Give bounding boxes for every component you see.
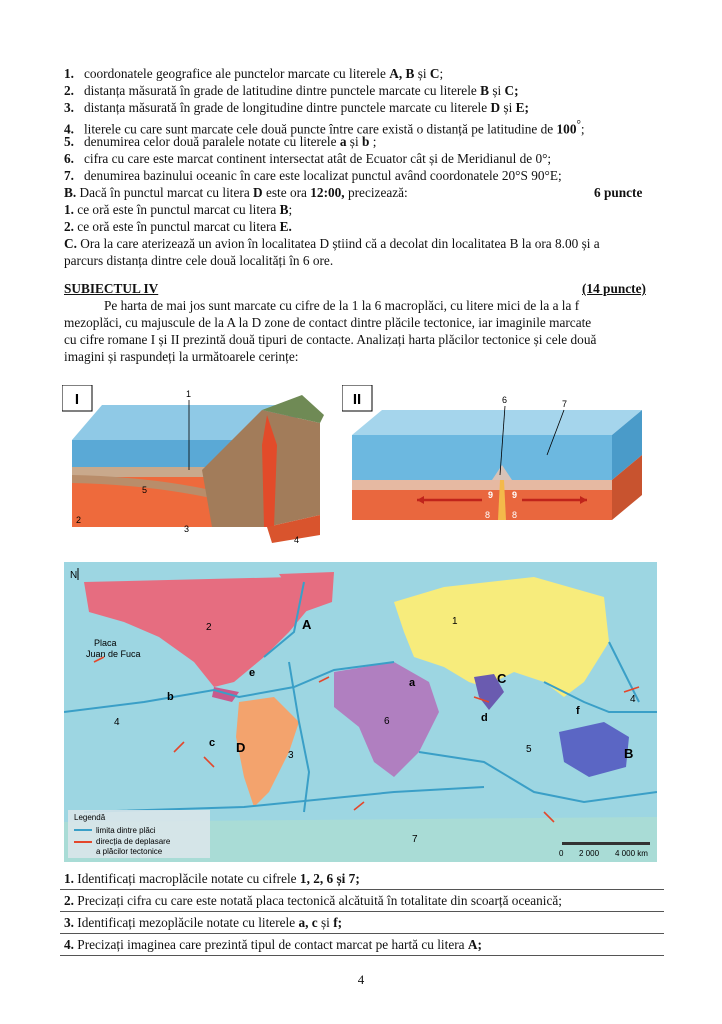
legend-direction-1: direcția de deplasare (96, 837, 171, 846)
part-b-points: 6 puncte (594, 185, 643, 200)
diagram-1-label-5: 5 (142, 485, 148, 495)
question-a6: 6. cifra cu care este marcat continent intersectat atât de Ecuator cât și de Meridianul de 0°; (64, 151, 552, 166)
plate-6: 6 (384, 716, 390, 727)
diagram-2-label-9a: 9 (488, 490, 494, 500)
part-b-intro: B. Dacă în punctul marcat cu litera D este ora 12:00, precizează: (64, 185, 408, 200)
diagram-2-label-8a: 8 (485, 510, 491, 520)
diagram-1-label-1: 1 (186, 389, 192, 399)
meso-f: f (576, 705, 580, 717)
page-number: 4 (357, 972, 365, 987)
diagram-1-label-3: 3 (184, 524, 190, 534)
legend-title: Legendă (74, 813, 106, 822)
plate-5: 5 (526, 744, 532, 755)
diagram-2-label-8b: 8 (512, 510, 518, 520)
part-c-line1: C. Ora la care aterizează un avion în localitatea D știind că a decolat din localitatea B la ora 8.00 și a (64, 236, 600, 251)
diagram-divergent-oceanic (342, 385, 662, 530)
plate-4-east: 4 (630, 694, 636, 705)
plate-7: 7 (412, 834, 418, 845)
question-a1: 1. coordonatele geografice ale punctelor marcate cu literele A, B și C; (64, 66, 444, 81)
plate-2: 2 (206, 622, 212, 633)
question-1: 1. Identificați macroplăcile notate cu cifrele 1, 2, 6 și 7; (64, 871, 360, 886)
question-a7: 7. denumirea bazinului oceanic în care este localizat punctul având coordonatele 20°S 90°E; (64, 168, 562, 183)
zone-D: D (236, 740, 246, 755)
juan-de-fuca-label-1: Placa (94, 638, 117, 648)
diagram-2-label-9b: 9 (512, 490, 518, 500)
scale-0: 0 (559, 849, 564, 858)
legend-direction-2: a plăcilor tectonice (96, 847, 163, 856)
meso-a: a (409, 677, 416, 689)
question-a2: 2. distanța măsurată în grade de latitudine dintre punctele marcate cu literele B și C; (64, 83, 519, 98)
diagram-1-tag: I (74, 391, 80, 408)
diagram-1-label-2: 2 (76, 515, 82, 525)
diagram-subduction-continental (62, 385, 332, 545)
plate-1: 1 (452, 616, 458, 627)
subject-para-4: imagini și raspundeți la următoarele cerințe: (64, 349, 299, 364)
subject-para-1: Pe harta de mai jos sunt marcate cu cifre de la 1 la 6 macroplăci, cu litere mici de la a la f (104, 298, 580, 313)
meso-c: c (209, 737, 216, 749)
part-b-q2: 2. ce oră este în punctul marcat cu litera E. (64, 219, 292, 234)
north-label: N (70, 570, 78, 581)
zone-C: C (497, 671, 507, 686)
zone-B: B (624, 746, 634, 761)
zone-A: A (302, 617, 312, 632)
diagram-2-label-6: 6 (502, 395, 508, 405)
diagram-2-tag: II (352, 391, 362, 408)
question-3: 3. Identificați mezoplăcile notate cu literele a, c și f; (64, 915, 343, 930)
scale-4000: 4 000 km (615, 849, 648, 858)
question-a3: 3. distanța măsurată în grade de longitudine dintre punctele marcate cu literele D și E; (64, 100, 529, 115)
meso-d: d (481, 712, 488, 724)
plate-4-west: 4 (114, 717, 120, 728)
juan-de-fuca-label-2: Juan de Fuca (86, 649, 141, 659)
subject-para-3: cu cifre romane I și II prezintă două tipuri de contacte. Analizați harta plăcilor tectonice și cele două (64, 332, 597, 347)
question-2: 2. Precizați cifra cu care este notată placa tectonică alcătuită în totalitate din scoarță oceanică; (64, 893, 563, 908)
diagram-1-label-4: 4 (294, 535, 300, 545)
part-c-line2: parcurs distanța dintre cele două localități în 6 ore. (64, 253, 334, 268)
plate-3: 3 (288, 750, 294, 761)
diagram-2-label-7: 7 (562, 399, 568, 409)
part-b-q1: 1. ce oră este în punctul marcat cu litera B; (64, 202, 293, 217)
tectonic-plates-map (64, 562, 657, 862)
meso-e: e (249, 667, 256, 679)
subject-para-2: mezoplăci, cu majuscule de la A la D zone de contact dintre plăcile tectonice, iar imaginile marcate (64, 315, 592, 330)
subject-title: SUBIECTUL IV (64, 281, 159, 296)
question-a5: 5. denumirea celor două paralele notate cu literele a și b ; (64, 134, 377, 149)
legend-boundary: limita dintre plăci (96, 826, 156, 835)
question-a4: 4. literele cu care sunt marcate cele două puncte între care există o distanță pe latitudine de 100°; (64, 119, 585, 137)
question-4: 4. Precizați imaginea care prezintă tipul de contact marcat pe hartă cu litera A; (64, 937, 482, 952)
scale-2000: 2 000 (579, 849, 600, 858)
meso-b: b (167, 691, 174, 703)
subject-points: (14 puncte) (582, 281, 646, 296)
